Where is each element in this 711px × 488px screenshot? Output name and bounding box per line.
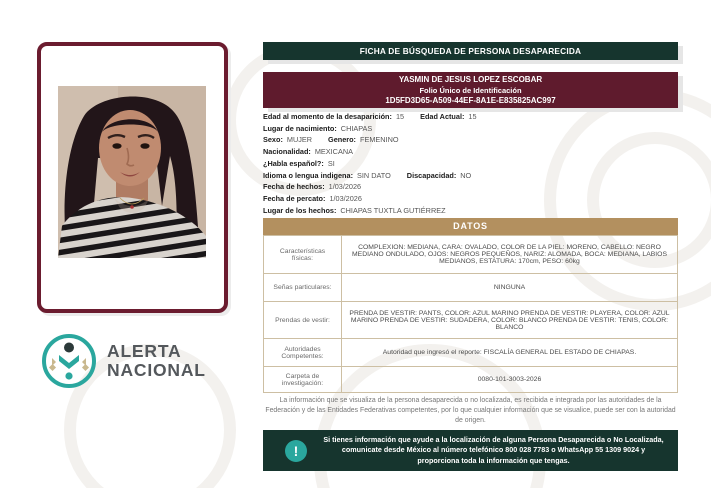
info-line-idioma — [263, 170, 678, 182]
logo-text-line2: NACIONAL — [107, 360, 206, 380]
table-row — [264, 339, 678, 367]
field-value: 1/03/2026 — [329, 193, 362, 203]
field-value: 15 — [468, 112, 477, 121]
folio-label: Folio Único de Identificación — [419, 85, 522, 95]
exclamation-icon: ! — [285, 440, 307, 462]
info-line-edad — [263, 111, 678, 123]
field-value: 1/03/2026 — [328, 182, 362, 192]
field-value: CHIAPAS — [340, 123, 373, 133]
field-value: SIN DATO — [357, 170, 391, 180]
person-name: YASMIN DE JESUS LOPEZ ESCOBAR — [398, 75, 543, 84]
field-label: Fecha de percato: — [263, 193, 326, 203]
row-value: COMPLEXION: MEDIANA, CARA: OVALADO, COLOR DE LA PIEL: MORENO, CABELLO: NEGRO MEDIANO ONDULADO, OJOS: NEGROS PEQUEÑOS, NARIZ: ALOMADA, BOCA: MEDIANA, LABIOS MEDIANOS, ESTATURA: 170cm, PESO: 60kg — [342, 236, 678, 274]
info-line-fecha-hechos — [263, 181, 678, 193]
datos-table — [263, 235, 678, 393]
info-line-nacionalidad — [263, 146, 678, 158]
missing-person-photo — [58, 86, 206, 258]
field-value: MUJER — [286, 135, 313, 145]
datos-header: DATOS — [263, 218, 678, 235]
table-row — [264, 236, 678, 274]
field-value: SI — [327, 158, 335, 168]
field-value: MEXICANA — [314, 147, 353, 157]
row-value: Autoridad que ingresó el reporte: FISCALÍA GENERAL DEL ESTADO DE CHIAPAS. — [342, 339, 678, 367]
field-label: Nacionalidad: — [263, 147, 311, 157]
row-label: Señas particulares: — [264, 274, 342, 302]
field-label: Genero: — [328, 135, 356, 145]
info-line-nacimiento — [263, 123, 678, 135]
field-value: 15 — [395, 112, 405, 121]
field-label: Lugar de nacimiento: — [263, 123, 337, 133]
person-info — [263, 111, 678, 216]
row-label: Prendas de vestir: — [264, 302, 342, 339]
info-line-espanol — [263, 158, 678, 170]
field-value: NO — [460, 170, 472, 180]
disclaimer-text: La información que se visualiza de la persona desaparecida o no localizada, es recibida e integrada por las autoridades de la Federación y de las Entidades Federativas competentes, por lo que cualquier información que se visualice, puede ser con la autoridad de origen. — [265, 397, 676, 424]
field-label: ¿Habla español?: — [263, 158, 324, 168]
table-row — [264, 274, 678, 302]
logo-text-line1: ALERTA — [107, 341, 182, 362]
info-line-sexo — [263, 134, 678, 146]
table-row — [264, 302, 678, 339]
row-value: NINGUNA — [342, 274, 678, 302]
field-label: Fecha de hechos: — [263, 182, 325, 192]
row-value: 0080-101-3003-2026 — [342, 367, 678, 393]
identity-band — [263, 72, 678, 108]
photo-frame — [37, 42, 228, 313]
field-label: Sexo: — [263, 135, 283, 145]
row-label: Características físicas: — [264, 236, 342, 274]
contact-alert-box — [263, 430, 678, 471]
field-value: FEMENINO — [360, 135, 399, 145]
info-line-lugar-hechos — [263, 205, 678, 217]
field-label: Discapacidad: — [406, 170, 457, 180]
alerta-nacional-logo — [40, 330, 240, 392]
contact-alert-text: Si tienes información que ayude a la localización de alguna Persona Desaparecida o No Localizada, comunicate desde México al número telefónico 800 028 7783 o WhatsApp 55 1309 9024 y proporciona toda la información que tengas. — [323, 435, 664, 465]
field-label: Edad al momento de la desaparición: — [263, 112, 392, 121]
row-label: Autoridades Competentes: — [264, 339, 342, 367]
field-label: Lugar de los hechos: — [263, 205, 337, 215]
row-value: PRENDA DE VESTIR: PANTS, COLOR: AZUL MARINO PRENDA DE VESTIR: PLAYERA, COLOR: AZUL MARINO PRENDA DE VESTIR: SUDADERA, COLOR: BLANCO PRENDA DE VESTIR: TENIS, COLOR: BLANCO — [342, 302, 678, 339]
alerta-nacional-icon — [40, 332, 98, 390]
row-label: Carpeta de investigación: — [264, 367, 342, 393]
folio-value: 1D5FD3D65-A509-44EF-8A1E-E835825AC997 — [385, 95, 556, 105]
table-row — [264, 367, 678, 393]
field-label: Edad Actual: — [420, 112, 465, 121]
field-value: CHIAPAS TUXTLA GUTIÉRREZ — [340, 205, 446, 215]
field-label: Idioma o lengua indigena: — [263, 170, 353, 180]
page-title: FICHA DE BÚSQUEDA DE PERSONA DESAPARECIDA — [263, 42, 678, 60]
info-line-fecha-percato — [263, 193, 678, 205]
